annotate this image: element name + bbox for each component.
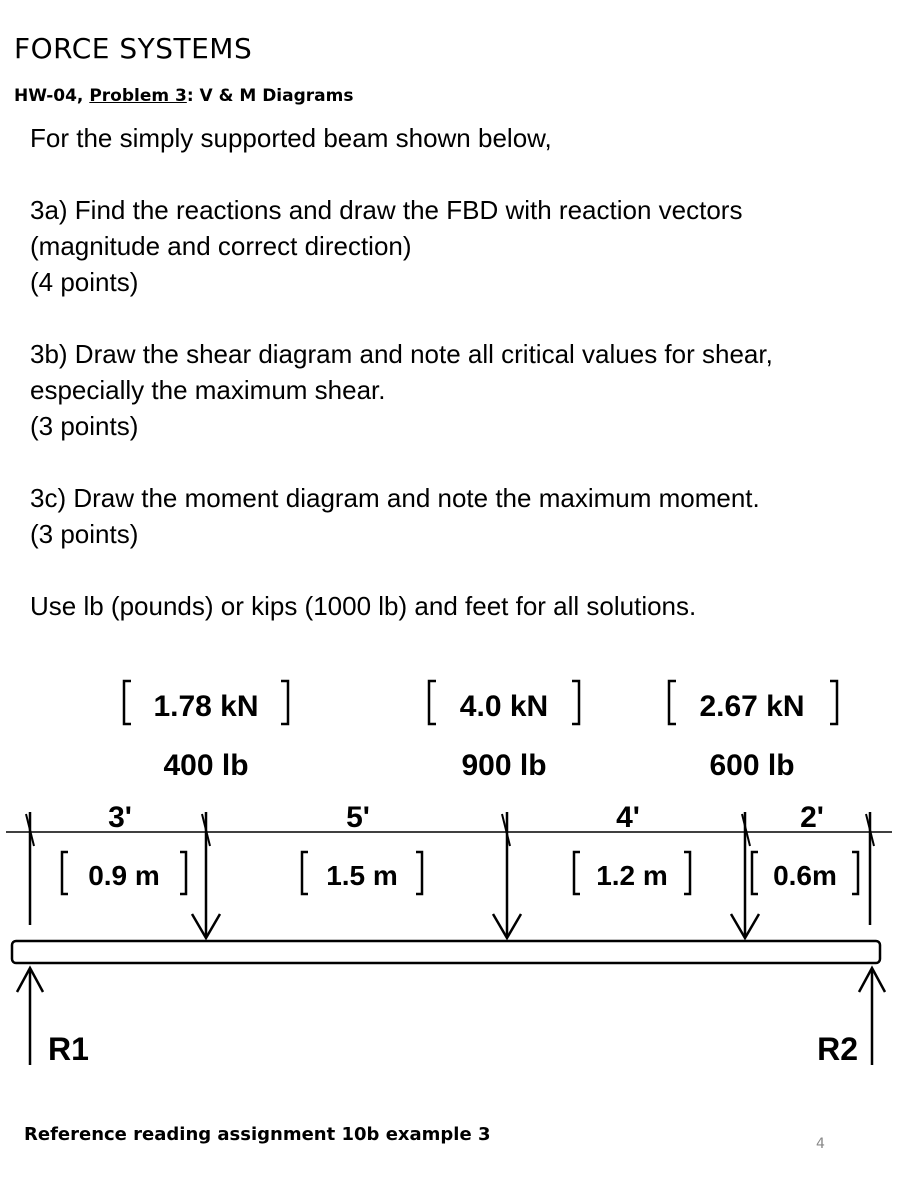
part-a-line-1: 3a) Find the reactions and draw the FBD with reaction vectors	[30, 195, 743, 225]
load-label-2	[429, 681, 579, 782]
part-c-points: (3 points)	[30, 519, 139, 549]
load-arrow-3	[731, 812, 759, 938]
part-b-line-2: especially the maximum shear.	[30, 375, 386, 405]
load-1-us: 400 lb	[163, 749, 249, 782]
load-arrow-1	[192, 812, 220, 938]
span-4-m: 0.6m	[773, 860, 837, 891]
assignment-subtitle	[14, 86, 353, 106]
span-4-metric	[752, 852, 858, 894]
load-1-si: 1.78 kN	[153, 690, 259, 723]
span-1-metric	[62, 852, 186, 894]
span-1-m: 0.9 m	[88, 860, 160, 891]
reference-note: Reference reading assignment 10b example 3	[24, 1124, 491, 1145]
part-c-line-1: 3c) Draw the moment diagram and note the maximum moment.	[30, 483, 760, 513]
span-2-ft: 5'	[346, 801, 370, 834]
intro-text: For the simply supported beam shown below,	[30, 123, 552, 153]
dimension-line	[6, 814, 892, 846]
beam	[12, 941, 880, 963]
load-3-us: 600 lb	[709, 749, 795, 782]
subtitle-suffix: : V & M Diagrams	[186, 86, 354, 106]
reaction-label-left: R1	[48, 1031, 89, 1067]
page-number: 4	[816, 1136, 825, 1152]
load-arrow-2	[493, 812, 521, 938]
load-2-si: 4.0 kN	[459, 690, 549, 723]
part-a-points: (4 points)	[30, 267, 139, 297]
reaction-label-right: R2	[817, 1031, 858, 1067]
beam-diagram	[0, 660, 900, 1080]
span-3-m: 1.2 m	[596, 860, 668, 891]
span-4-ft: 2'	[800, 801, 824, 834]
subtitle-prefix: HW-04,	[14, 86, 90, 106]
span-2-m: 1.5 m	[326, 860, 398, 891]
reaction-arrow-left	[17, 968, 43, 1065]
load-3-si: 2.67 kN	[699, 690, 805, 723]
part-b-points: (3 points)	[30, 411, 139, 441]
problem-link[interactable]: Problem 3	[89, 86, 187, 106]
load-label-1	[124, 681, 288, 782]
units-note: Use lb (pounds) or kips (1000 lb) and feet for all solutions.	[30, 591, 697, 621]
load-label-3	[669, 681, 837, 782]
reaction-arrow-right	[859, 968, 885, 1065]
span-2-metric	[302, 852, 422, 894]
load-2-us: 900 lb	[461, 749, 547, 782]
span-3-ft: 4'	[616, 801, 640, 834]
page-title: FORCE SYSTEMS	[14, 32, 253, 65]
span-3-metric	[574, 852, 690, 894]
part-b-line-1: 3b) Draw the shear diagram and note all critical values for shear,	[30, 339, 773, 369]
part-a-line-2: (magnitude and correct direction)	[30, 231, 412, 261]
span-1-ft: 3'	[108, 801, 132, 834]
